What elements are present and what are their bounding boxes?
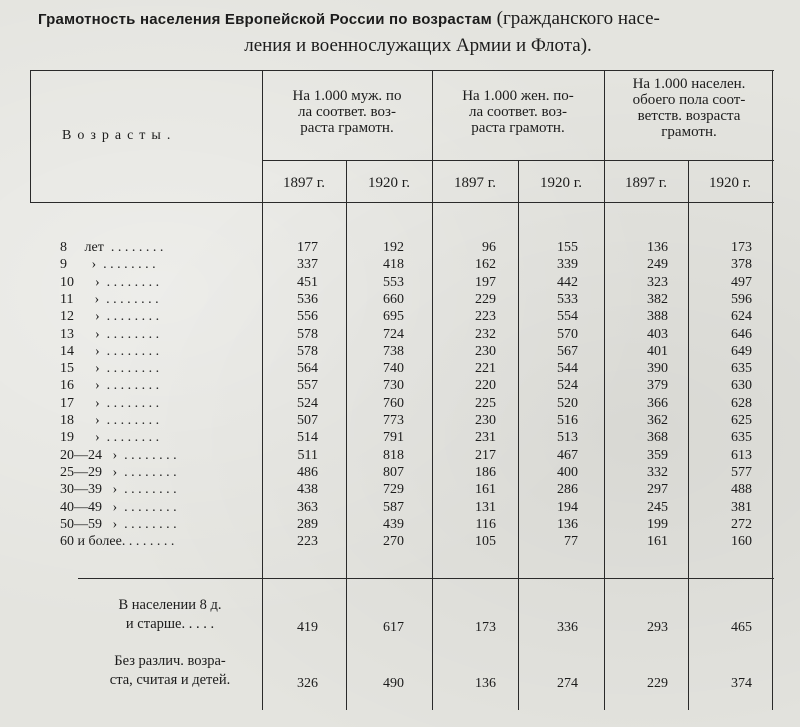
value-cell: 155 bbox=[557, 240, 578, 255]
value-cell: 467 bbox=[557, 447, 578, 463]
summary-value-cell: 419 bbox=[297, 620, 318, 635]
value-cell: 199 bbox=[647, 516, 668, 532]
column-group-header-line: раста грамотн. bbox=[300, 120, 394, 136]
value-cell: 337 bbox=[297, 257, 318, 273]
value-cell: 488 bbox=[731, 482, 752, 498]
value-cell: 270 bbox=[383, 534, 404, 550]
year-column-header: 1920 г. bbox=[709, 175, 751, 191]
value-cell: 332 bbox=[647, 464, 668, 480]
value-cell: 553 bbox=[383, 274, 404, 290]
value-cell: 625 bbox=[731, 413, 752, 428]
age-label: 11 › . . . . . . . . bbox=[60, 291, 159, 307]
value-cell: 339 bbox=[557, 257, 578, 273]
summary-value-cell: 465 bbox=[731, 620, 752, 635]
age-label: 18 › . . . . . . . . bbox=[60, 413, 160, 428]
value-cell: 400 bbox=[557, 464, 578, 480]
value-cell: 77 bbox=[564, 534, 578, 550]
age-label: 8 лет . . . . . . . . bbox=[60, 240, 164, 255]
column-group-header-line: грамотн. bbox=[661, 124, 717, 140]
column-group-header-line: На 1.000 жен. по- bbox=[462, 88, 574, 104]
value-cell: 161 bbox=[475, 482, 496, 498]
table-row bbox=[0, 361, 800, 377]
column-group-header-line: ветств. возраста bbox=[637, 108, 741, 124]
summary-label bbox=[80, 596, 260, 634]
summary-value-cell: 136 bbox=[475, 676, 496, 691]
column-group-header bbox=[264, 88, 430, 136]
summary-value-cell: 274 bbox=[557, 676, 578, 691]
value-cell: 136 bbox=[647, 240, 668, 255]
age-label: 16 › . . . . . . . . bbox=[60, 378, 160, 394]
value-cell: 740 bbox=[383, 361, 404, 377]
value-cell: 131 bbox=[475, 499, 496, 515]
value-cell: 186 bbox=[475, 464, 496, 480]
value-cell: 403 bbox=[647, 326, 668, 342]
value-cell: 587 bbox=[383, 499, 404, 515]
value-cell: 272 bbox=[731, 516, 752, 532]
summary-label-line: ста, считая и детей. bbox=[109, 672, 231, 688]
age-label: 30—39 › . . . . . . . . bbox=[60, 482, 177, 498]
summary-label-line: и старше. . . . . bbox=[125, 616, 215, 632]
table-row bbox=[0, 517, 800, 533]
value-cell: 613 bbox=[731, 447, 752, 463]
table-row bbox=[0, 240, 800, 256]
value-cell: 791 bbox=[383, 430, 404, 446]
value-cell: 439 bbox=[383, 516, 404, 532]
column-group-header-line: ла соответ. воз- bbox=[469, 104, 567, 120]
table-row bbox=[0, 292, 800, 308]
value-cell: 514 bbox=[297, 430, 318, 446]
value-cell: 628 bbox=[731, 395, 752, 411]
table-header-bottom-rule bbox=[30, 202, 774, 203]
value-cell: 173 bbox=[731, 240, 752, 255]
summary-value-cell: 229 bbox=[647, 676, 668, 691]
table-row bbox=[0, 465, 800, 481]
value-cell: 577 bbox=[731, 464, 752, 480]
value-cell: 524 bbox=[297, 395, 318, 411]
year-column-header: 1897 г. bbox=[283, 175, 325, 191]
value-cell: 388 bbox=[647, 309, 668, 325]
summary-label-line: Без различ. возра- bbox=[114, 653, 226, 669]
title-rest-line2: ления и военнослужащих Армии и Флота). bbox=[244, 35, 592, 56]
table-row bbox=[0, 309, 800, 325]
value-cell: 818 bbox=[383, 447, 404, 463]
value-cell: 96 bbox=[482, 240, 496, 255]
value-cell: 289 bbox=[297, 516, 318, 532]
value-cell: 368 bbox=[647, 430, 668, 446]
age-label: 15 › . . . . . . . . bbox=[60, 361, 160, 377]
value-cell: 511 bbox=[297, 447, 318, 463]
value-cell: 544 bbox=[557, 361, 578, 377]
value-cell: 624 bbox=[731, 309, 752, 325]
value-cell: 554 bbox=[557, 309, 578, 325]
year-column-header: 1920 г. bbox=[368, 175, 410, 191]
table-row bbox=[0, 534, 800, 550]
column-group-header-line: раста грамотн. bbox=[471, 120, 565, 136]
value-cell: 194 bbox=[557, 499, 578, 515]
table-row bbox=[0, 430, 800, 446]
value-cell: 507 bbox=[297, 413, 318, 428]
year-column-header: 1897 г. bbox=[454, 175, 496, 191]
age-label: 13 › . . . . . . . . bbox=[60, 326, 160, 342]
value-cell: 229 bbox=[475, 291, 496, 307]
value-cell: 359 bbox=[647, 447, 668, 463]
value-cell: 807 bbox=[383, 464, 404, 480]
value-cell: 524 bbox=[557, 378, 578, 394]
column-group-header bbox=[606, 76, 772, 140]
value-cell: 635 bbox=[731, 430, 752, 446]
age-label: 10 › . . . . . . . . bbox=[60, 274, 160, 290]
summary-value-cell: 490 bbox=[383, 676, 404, 691]
summary-value-cell: 617 bbox=[383, 620, 404, 635]
value-cell: 596 bbox=[731, 291, 752, 307]
value-cell: 520 bbox=[557, 395, 578, 411]
value-cell: 379 bbox=[647, 378, 668, 394]
age-label: 14 › . . . . . . . . bbox=[60, 343, 160, 359]
value-cell: 230 bbox=[475, 343, 496, 359]
value-cell: 773 bbox=[383, 413, 404, 428]
value-cell: 760 bbox=[383, 395, 404, 411]
column-group-header-line: ла соответ. воз- bbox=[298, 104, 396, 120]
age-label: 25—29 › . . . . . . . . bbox=[60, 464, 177, 480]
value-cell: 660 bbox=[383, 291, 404, 307]
value-cell: 378 bbox=[731, 257, 752, 273]
value-cell: 730 bbox=[383, 378, 404, 394]
table-row bbox=[0, 413, 800, 429]
age-label: 20—24 › . . . . . . . . bbox=[60, 447, 177, 463]
value-cell: 232 bbox=[475, 326, 496, 342]
value-cell: 635 bbox=[731, 361, 752, 377]
value-cell: 217 bbox=[475, 447, 496, 463]
year-column-header: 1920 г. bbox=[540, 175, 582, 191]
value-cell: 649 bbox=[731, 343, 752, 359]
summary-label bbox=[80, 652, 260, 690]
summary-value-cell: 293 bbox=[647, 620, 668, 635]
value-cell: 381 bbox=[731, 499, 752, 515]
value-cell: 297 bbox=[647, 482, 668, 498]
age-column-header: Возрасты. bbox=[62, 128, 177, 143]
value-cell: 557 bbox=[297, 378, 318, 394]
column-group-header-line: обоего пола соот- bbox=[632, 92, 746, 108]
value-cell: 161 bbox=[647, 534, 668, 550]
value-cell: 630 bbox=[731, 378, 752, 394]
column-group-header bbox=[434, 88, 602, 136]
value-cell: 160 bbox=[731, 534, 752, 550]
age-label: 50—59 › . . . . . . . . bbox=[60, 516, 177, 532]
value-cell: 401 bbox=[647, 343, 668, 359]
age-label: 9 › . . . . . . . . bbox=[60, 257, 156, 273]
value-cell: 497 bbox=[731, 274, 752, 290]
value-cell: 486 bbox=[297, 464, 318, 480]
value-cell: 451 bbox=[297, 274, 318, 290]
value-cell: 390 bbox=[647, 361, 668, 377]
value-cell: 366 bbox=[647, 395, 668, 411]
table-row bbox=[0, 500, 800, 516]
table-left-border bbox=[30, 70, 31, 202]
value-cell: 286 bbox=[557, 482, 578, 498]
value-cell: 556 bbox=[297, 309, 318, 325]
value-cell: 578 bbox=[297, 326, 318, 342]
table-row bbox=[0, 448, 800, 464]
value-cell: 418 bbox=[383, 257, 404, 273]
value-cell: 245 bbox=[647, 499, 668, 515]
value-cell: 724 bbox=[383, 326, 404, 342]
table-row bbox=[0, 482, 800, 498]
summary-row bbox=[0, 652, 800, 696]
table-row bbox=[0, 344, 800, 360]
value-cell: 249 bbox=[647, 257, 668, 273]
age-label: 17 › . . . . . . . . bbox=[60, 395, 160, 411]
summary-value-cell: 326 bbox=[297, 676, 318, 691]
value-cell: 738 bbox=[383, 343, 404, 359]
summary-row bbox=[0, 596, 800, 640]
value-cell: 442 bbox=[557, 274, 578, 290]
summary-value-cell: 374 bbox=[731, 676, 752, 691]
value-cell: 230 bbox=[475, 413, 496, 428]
value-cell: 105 bbox=[475, 534, 496, 550]
summary-value-cell: 173 bbox=[475, 620, 496, 635]
table-row bbox=[0, 378, 800, 394]
value-cell: 136 bbox=[557, 516, 578, 532]
value-cell: 564 bbox=[297, 361, 318, 377]
value-cell: 223 bbox=[475, 309, 496, 325]
value-cell: 197 bbox=[475, 274, 496, 290]
value-cell: 567 bbox=[557, 343, 578, 359]
value-cell: 729 bbox=[383, 482, 404, 498]
year-column-header: 1897 г. bbox=[625, 175, 667, 191]
age-label: 40—49 › . . . . . . . . bbox=[60, 499, 177, 515]
column-group-header-line: На 1.000 муж. по bbox=[292, 88, 402, 104]
title-rest-line1: (гражданского насе- bbox=[496, 8, 660, 29]
value-cell: 323 bbox=[647, 274, 668, 290]
table-row bbox=[0, 257, 800, 273]
table-row bbox=[0, 327, 800, 343]
document-title bbox=[38, 6, 778, 59]
value-cell: 231 bbox=[475, 430, 496, 446]
value-cell: 578 bbox=[297, 343, 318, 359]
value-cell: 192 bbox=[383, 240, 404, 255]
value-cell: 513 bbox=[557, 430, 578, 446]
value-cell: 225 bbox=[475, 395, 496, 411]
summary-value-cell: 336 bbox=[557, 620, 578, 635]
value-cell: 162 bbox=[475, 257, 496, 273]
table-row bbox=[0, 396, 800, 412]
table-top-rule bbox=[30, 70, 774, 71]
value-cell: 382 bbox=[647, 291, 668, 307]
value-cell: 116 bbox=[475, 516, 496, 532]
value-cell: 536 bbox=[297, 291, 318, 307]
value-cell: 362 bbox=[647, 413, 668, 428]
value-cell: 695 bbox=[383, 309, 404, 325]
age-label: 12 › . . . . . . . . bbox=[60, 309, 160, 325]
value-cell: 438 bbox=[297, 482, 318, 498]
value-cell: 533 bbox=[557, 291, 578, 307]
table-row bbox=[0, 275, 800, 291]
value-cell: 363 bbox=[297, 499, 318, 515]
table-summary-rule bbox=[78, 578, 774, 579]
value-cell: 646 bbox=[731, 326, 752, 342]
summary-label-line: В населении 8 д. bbox=[118, 597, 222, 613]
value-cell: 177 bbox=[297, 240, 318, 255]
value-cell: 570 bbox=[557, 326, 578, 342]
value-cell: 223 bbox=[297, 534, 318, 550]
age-label: 19 › . . . . . . . . bbox=[60, 430, 160, 446]
title-bold: Грамотность населения Европейской России по возрастам bbox=[38, 11, 492, 28]
age-label: 60 и более. . . . . . . . bbox=[60, 534, 175, 550]
value-cell: 221 bbox=[475, 361, 496, 377]
value-cell: 220 bbox=[475, 378, 496, 394]
column-group-header-line: На 1.000 населен. bbox=[632, 76, 746, 92]
value-cell: 516 bbox=[557, 413, 578, 428]
